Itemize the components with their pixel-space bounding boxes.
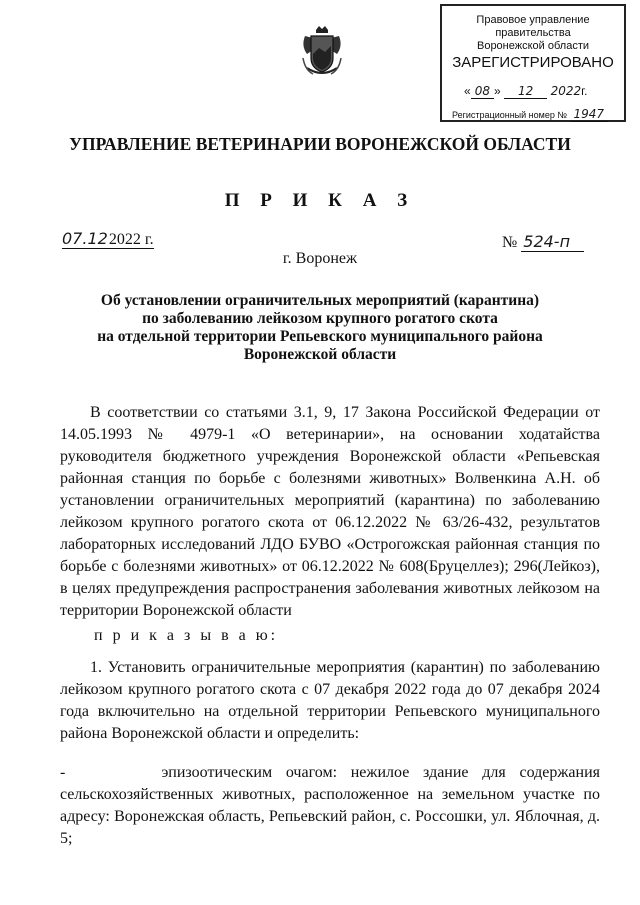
stamp-reg-value: 1947 [570, 107, 609, 122]
stamp-month: 12 [504, 84, 547, 99]
organization-title: УПРАВЛЕНИЕ ВЕТЕРИНАРИИ ВОРОНЕЖСКОЙ ОБЛАСТИ [69, 134, 571, 154]
order-date-printed: 2022 г. [108, 231, 154, 248]
registration-stamp [440, 4, 626, 122]
stamp-reg-number [452, 107, 608, 122]
coat-of-arms-emblem [299, 24, 345, 82]
city: г. Воронеж [282, 250, 358, 267]
stamp-date: « 08 » 12 2022г. [464, 84, 588, 98]
subject-line-4: Воронежской области [243, 346, 397, 363]
order-number-handwritten: 524-п [521, 232, 584, 252]
order-number [502, 232, 584, 252]
document-type: П Р И К А З [224, 190, 416, 211]
order-subject [60, 292, 580, 364]
order-number-prefix: № [502, 234, 518, 251]
stamp-authority-line1: Правовое управление правительства [476, 14, 590, 39]
order-date [62, 229, 154, 249]
subject-line-1: Об установлении ограничительных мероприятий (карантина) [100, 292, 540, 309]
stamp-authority [442, 14, 624, 53]
stamp-day: 08 [471, 84, 494, 99]
clause-1-item: - эпизоотическим очагом: нежилое здание для содержания сельскохозяйственных животных, расположенное на земельном участке по адресу: Воронежская область, Репьевский район, с. Россошки, ул. Яблочная, д. 5; [60, 764, 600, 847]
stamp-year: 2022 [550, 84, 582, 98]
subject-line-2: по заболеванию лейкозом крупного рогатого скота [142, 310, 498, 327]
order-word: п р и к а з ы в а ю: [94, 627, 279, 644]
stamp-reg-label: Регистрационный номер № [452, 110, 568, 120]
preamble-paragraph: В соответствии со статьями 3.1, 9, 17 Закона Российской Федерации от 14.05.1993 № 4979-1 «О ветеринарии», на основании ходатайства руководителя бюджетного учреждения Воронежской области «Репьевская районная станция по борьбе с болезнями животных» Волвенкина А.Н. об установлении ограничительных мероприятий (карантина) по заболеванию лейкозом крупного рогатого скота от 06.12.2022 № 63/26-432, результатов лабораторных исследований ЛДО БУВО «Острогожская районная станция по борьбе с болезнями животных» от 06.12.2022 № 608(Бруцеллез); 296(Лейкоз), в целях предупреждения распространения заболевания животных лейкозом на территории Воронежской области [60, 404, 600, 619]
stamp-authority-line2: Воронежской области [476, 40, 589, 52]
clause-1-paragraph: 1. Установить ограничительные мероприятия (карантин) по заболеванию лейкозом крупного рогатого скота с 07 декабря 2022 года до 07 декабря 2024 года включительно на отдельной территории Репьевского муниципального района Воронежской области и определить: [60, 659, 600, 742]
stamp-registered-label: ЗАРЕГИСТРИРОВАНО [452, 54, 614, 71]
subject-line-3: на отдельной территории Репьевского муниципального района [97, 328, 543, 345]
order-date-handwritten: 07.12 [62, 229, 108, 248]
stamp-year-suffix: г. [581, 84, 588, 98]
